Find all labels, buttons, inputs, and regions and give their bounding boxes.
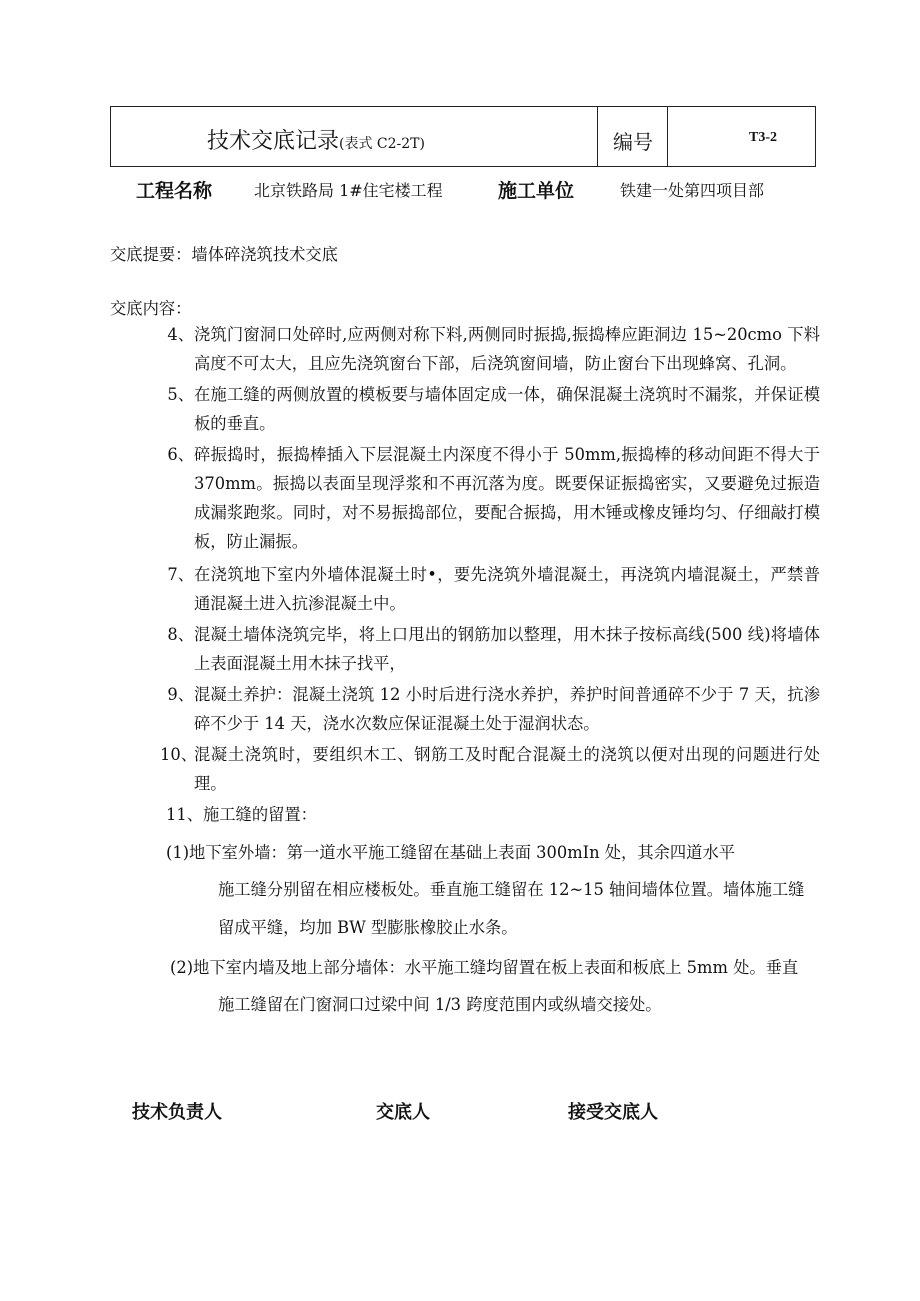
construction-unit-label: 施工单位 (498, 180, 575, 202)
item-11-heading: 11、施工缝的留置： (166, 805, 317, 824)
item-text: 混凝土浇筑时，要组织木工、钢筋工及时配合混凝土的浇筑以便对出现的问题进行处理。 (194, 745, 820, 793)
item-number: 7、 (167, 565, 194, 584)
header-table (110, 106, 816, 167)
title-text: 技术交底记录 (207, 129, 340, 154)
item-number: 9、 (167, 685, 194, 704)
number-value: T3-2 (749, 130, 777, 145)
form-code: (表式 C2-2T) (339, 136, 425, 152)
summary-value: 墙体碎浇筑技术交底 (191, 245, 338, 264)
document-title (207, 124, 425, 155)
header-divider (667, 107, 668, 166)
header-divider (597, 107, 598, 166)
item-text: 在浇筑地下室内外墙体混凝土时•，要先浇筑外墙混凝土，再浇筑内墙混凝土，严禁普通混凝土进入抗渗混凝土中。 (194, 565, 820, 613)
sub-item-2-line: (2)地下室内墙及地上部分墙体：水平施工缝均留置在板上表面和板底上 5mm 处。垂直 (170, 958, 799, 977)
item-text: 混凝土墙体浇筑完毕，将上口甩出的钢筋加以整理，用木抹子按标高线(500 线)将墙体上表面混凝土用木抹子找平， (194, 625, 820, 673)
sub-item-1-line: 施工缝分别留在相应楼板处。垂直施工缝留在 12~15 轴间墙体位置。墙体施工缝 (218, 880, 805, 899)
signature-tech-lead: 技术负责人 (132, 1102, 222, 1123)
signature-receiver: 接受交底人 (568, 1102, 658, 1123)
project-name-value: 北京铁路局 1#住宅楼工程 (254, 181, 443, 200)
sub-item-1-line: 留成平缝，均加 BW 型膨胀橡胶止水条。 (218, 918, 518, 937)
sub-item-1-line: (1)地下室外墙：第一道水平施工缝留在基础上表面 300mIn 处，其余四道水平 (166, 843, 736, 862)
number-label: 编号 (613, 130, 653, 154)
item-number: 6、 (167, 445, 194, 464)
item-text: 浇筑门窗洞口处碎时,应两侧对称下料,两侧同时振捣,振捣棒应距洞边 15~20cmo 下料高度不可太大，且应先浇筑窗台下部，后浇筑窗间墙，防止窗台下出现蜂窝、孔洞。 (194, 325, 820, 373)
item-number: 5、 (167, 385, 194, 404)
item-number: 10、 (160, 745, 197, 764)
summary-label: 交底提要： (110, 245, 192, 264)
construction-unit-value: 铁建一处第四项目部 (620, 181, 765, 200)
content-label: 交底内容： (110, 299, 192, 318)
signature-discloser: 交底人 (376, 1102, 430, 1123)
item-number: 4、 (167, 325, 194, 344)
item-text: 在施工缝的两侧放置的模板要与墙体固定成一体，确保混凝土浇筑时不漏浆，并保证模板的垂直。 (194, 385, 820, 433)
summary-line (110, 240, 338, 269)
item-text: 碎振捣时，振捣棒插入下层混凝土内深度不得小于 50mm,振捣棒的移动间距不得大于 370mm。振捣以表面呈现浮浆和不再沉落为度。既要保证振捣密实，又要避免过振造成漏浆跑浆。同时，对不易振捣部位，要配合振捣，用木锤或橡皮锤均匀、仔细敲打模板，防止漏振。 (194, 445, 820, 551)
item-number: 8、 (167, 625, 194, 644)
project-name-label: 工程名称 (136, 180, 213, 202)
item-text: 混凝土养护：混凝土浇筑 12 小时后进行浇水养护，养护时间普通碎不少于 7 天，抗渗碎不少于 14 天，浇水次数应保证混凝土处于湿润状态。 (194, 685, 820, 733)
sub-item-2-line: 施工缝留在门窗洞口过梁中间 1/3 跨度范围内或纵墙交接处。 (218, 995, 662, 1014)
